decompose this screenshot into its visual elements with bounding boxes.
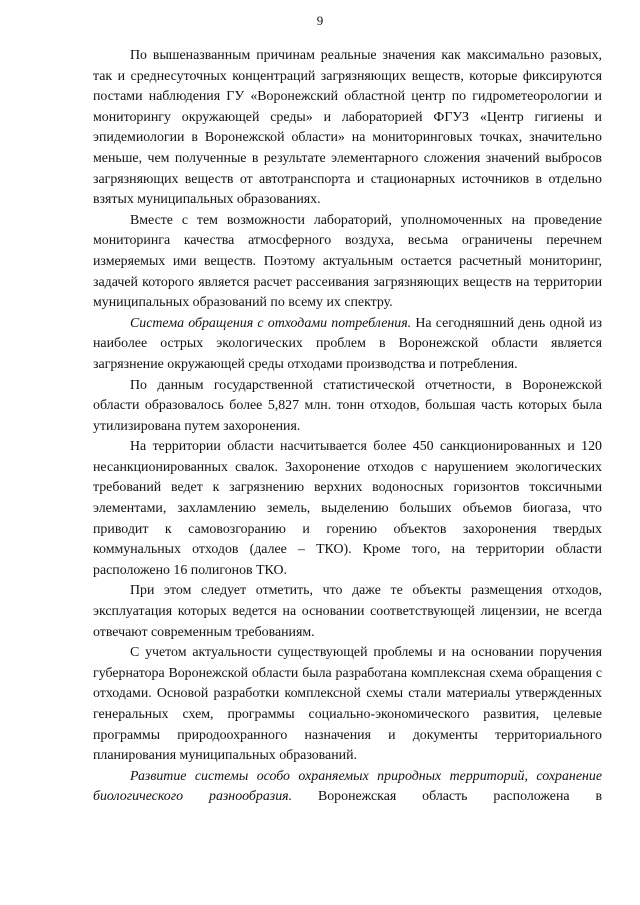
paragraph-waste-statistics <box>93 376 602 438</box>
paragraph-lab-monitoring <box>93 211 602 314</box>
paragraph-text: По вышеназванным причинам реальные значения как максимально разовых, так и среднесуточных концентраций загрязняющих веществ, которые фиксируются постами наблюдения ГУ «Воронежский областной центр по гидрометеорологии и мониторингу окружающей среды» и лабораторией ФГУЗ «Центр гигиены и эпидемиологии в Воронежской области» на мониторинговых точках, значительно меньше, чем полученные в результате элементарного сложения значений выбросов загрязняющих веществ от автотранспорта и стационарных источников в отдельно взятых муниципальных образованиях. <box>93 48 602 208</box>
paragraph-text: На сегодняшний день одной из наиболее острых экологических проблем в Воронежской области является загрязнение окружающей среды отходами производства и потребления. <box>93 315 602 372</box>
section-heading-protected-areas: Развитие системы особо охраняемых природных территорий, сохранение биологического разнообразия. <box>93 768 602 805</box>
paragraph-text: Воронежская область расположена в <box>292 789 602 805</box>
paragraph-text: По данным государственной статистической отчетности, в Воронежской области образовалось более 5,827 млн. тонн отходов, большая часть которых была утилизирована путем захоронения. <box>93 377 602 434</box>
paragraph-text: При этом следует отметить, что даже те объекты размещения отходов, эксплуатация которых ведется на основании соответствующей лицензии, не всегда отвечают современным требованиям. <box>93 583 602 640</box>
paragraph-pollution-measurements <box>93 46 602 211</box>
paragraph-licensed-facilities <box>93 581 602 643</box>
document-body <box>93 46 602 808</box>
section-heading-waste: Система обращения с отходами потребления. <box>130 315 412 331</box>
paragraph-complex-scheme <box>93 643 602 767</box>
paragraph-waste-system <box>93 314 602 376</box>
paragraph-text: Вместе с тем возможности лабораторий, уполномоченных на проведение мониторинга качества атмосферного воздуха, весьма ограничены перечнем измеряемых ими веществ. Поэтому актуальным остается расчетный мониторинг, задачей которого является расчет рассеивания загрязняющих веществ на территории муниципальных образований по всему их спектру. <box>93 212 602 311</box>
paragraph-text: С учетом актуальности существующей проблемы и на основании поручения губернатора Воронежской области была разработана комплексная схема обращения с отходами. Основой разработки комплексной схемы стали материалы утвержденных генеральных схем, программы социально-экономического развития, целевые программы природоохранного назначения и документы территориального планирования муниципальных образований. <box>93 645 602 764</box>
paragraph-landfills <box>93 437 602 581</box>
page-number: 9 <box>316 13 324 28</box>
paragraph-protected-areas <box>93 767 602 808</box>
paragraph-text: На территории области насчитывается более 450 санкционированных и 120 несанкционированных свалок. Захоронение отходов с нарушением экологических требований ведет к загрязнению верхних водоносных горизонтов токсичными элементами, захламлению земель, выделению больших объемов биогаза, что приводит к самовозгоранию и горению объектов захоронения твердых коммунальных отходов (далее – ТКО). Кроме того, на территории области расположено 16 полигонов ТКО. <box>93 439 602 578</box>
